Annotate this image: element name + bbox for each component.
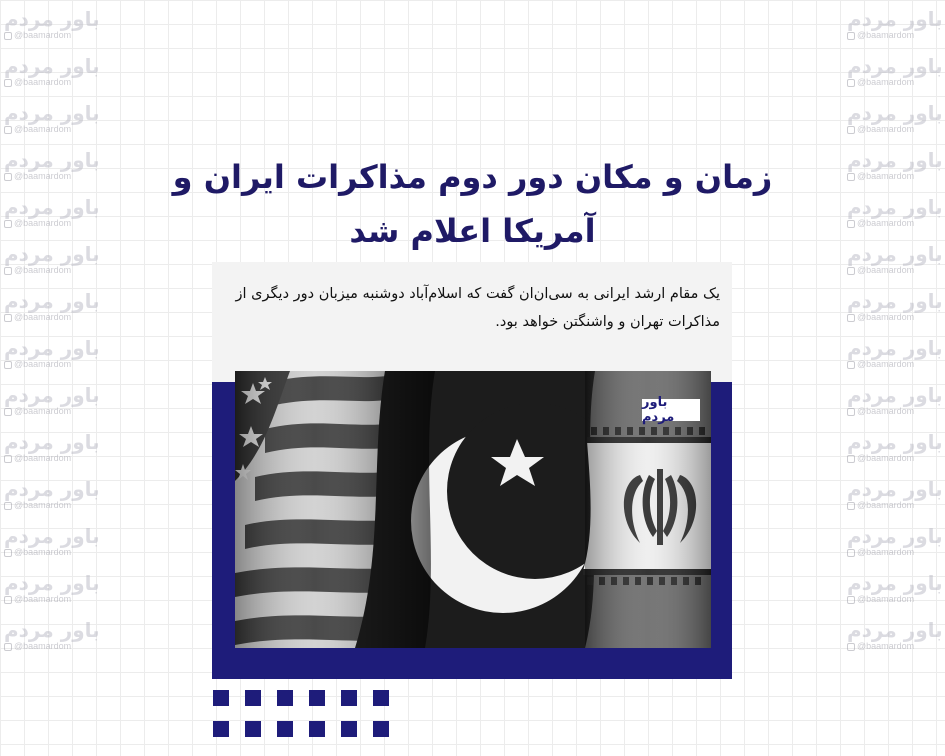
watermark-handle-text: @baamardom — [14, 312, 72, 322]
watermark-item — [847, 478, 943, 511]
social-icon — [4, 455, 12, 463]
watermark-handle-text: @baamardom — [857, 406, 915, 416]
watermark-handle — [847, 594, 914, 605]
dot — [245, 721, 261, 737]
watermark-handle — [4, 265, 71, 276]
watermark-logo: باور مردم — [847, 195, 943, 219]
watermark-logo: باور مردم — [4, 101, 100, 125]
watermark-handle-text: @baamardom — [14, 594, 72, 604]
watermark-handle-text: @baamardom — [857, 312, 915, 322]
watermark-logo: باور مردم — [847, 618, 943, 642]
watermark-item — [4, 149, 100, 182]
watermark-handle-text: @baamardom — [857, 359, 915, 369]
watermark-item — [847, 431, 943, 464]
dot — [213, 690, 229, 706]
dot — [309, 721, 325, 737]
watermark-handle-text: @baamardom — [857, 547, 915, 557]
watermark-logo: باور مردم — [847, 571, 943, 595]
watermark-item — [4, 8, 100, 41]
watermark-logo: باور مردم — [847, 242, 943, 266]
watermark-item — [4, 525, 100, 558]
dot — [245, 690, 261, 706]
watermark-handle — [847, 218, 914, 229]
watermark-item — [847, 290, 943, 323]
watermark-handle-text: @baamardom — [857, 594, 915, 604]
watermark-handle-text: @baamardom — [857, 500, 915, 510]
brand-badge: باور مردم — [642, 399, 700, 421]
watermark-handle — [4, 406, 71, 417]
watermark-handle-text: @baamardom — [14, 124, 72, 134]
watermark-item — [847, 55, 943, 88]
watermark-handle — [847, 547, 914, 558]
watermark-handle-text: @baamardom — [857, 124, 915, 134]
headline: زمان و مکان دور دوم مذاکرات ایران و آمریکا اعلام شد — [172, 158, 773, 250]
watermark-logo: باور مردم — [4, 430, 100, 454]
watermark-logo: باور مردم — [847, 54, 943, 78]
watermark-item — [847, 243, 943, 276]
social-icon — [847, 32, 855, 40]
social-icon — [847, 643, 855, 651]
watermark-handle-text: @baamardom — [14, 500, 72, 510]
watermark-handle — [4, 641, 71, 652]
social-icon — [4, 314, 12, 322]
watermark-handle-text: @baamardom — [857, 30, 915, 40]
social-icon — [4, 596, 12, 604]
watermark-item — [4, 243, 100, 276]
watermark-handle — [847, 77, 914, 88]
watermark-handle — [4, 500, 71, 511]
social-icon — [847, 173, 855, 181]
watermark-handle-text: @baamardom — [857, 641, 915, 651]
social-icon — [4, 126, 12, 134]
social-icon — [847, 596, 855, 604]
social-icon — [847, 314, 855, 322]
watermark-item — [847, 8, 943, 41]
social-icon — [847, 267, 855, 275]
watermark-logo: باور مردم — [4, 524, 100, 548]
watermark-item — [4, 572, 100, 605]
watermark-item — [847, 337, 943, 370]
lead-text: یک مقام ارشد ایرانی به سی‌ان‌ان گفت که اسلام‌آباد دوشنبه میزبان دور دیگری از مذاکرات تهران و واشنگتن خواهد بود. — [235, 286, 720, 330]
watermark-logo: باور مردم — [847, 148, 943, 172]
social-icon — [4, 267, 12, 275]
watermark-handle — [4, 547, 71, 558]
watermark-handle — [847, 30, 914, 41]
watermark-handle-text: @baamardom — [857, 453, 915, 463]
social-icon — [4, 643, 12, 651]
watermark-handle — [847, 500, 914, 511]
social-icon — [847, 549, 855, 557]
social-icon — [4, 79, 12, 87]
watermark-handle-text: @baamardom — [14, 641, 72, 651]
decorative-dots — [213, 690, 389, 737]
dot — [341, 690, 357, 706]
watermark-item — [847, 572, 943, 605]
social-icon — [4, 361, 12, 369]
social-icon — [4, 32, 12, 40]
watermark-handle — [847, 312, 914, 323]
watermark-handle — [847, 406, 914, 417]
watermark-handle-text: @baamardom — [857, 265, 915, 275]
watermark-item — [4, 102, 100, 135]
watermark-handle-text: @baamardom — [14, 171, 72, 181]
watermark-handle — [4, 594, 71, 605]
watermark-logo: باور مردم — [847, 477, 943, 501]
watermark-item — [4, 384, 100, 417]
watermark-item — [847, 196, 943, 229]
watermark-handle-text: @baamardom — [14, 453, 72, 463]
watermark-handle — [4, 124, 71, 135]
social-icon — [4, 408, 12, 416]
watermark-logo: باور مردم — [4, 618, 100, 642]
social-icon — [4, 220, 12, 228]
watermark-handle-text: @baamardom — [857, 218, 915, 228]
watermark-handle — [847, 641, 914, 652]
social-icon — [847, 408, 855, 416]
social-icon — [847, 502, 855, 510]
watermark-item — [4, 337, 100, 370]
watermark-logo: باور مردم — [847, 336, 943, 360]
social-icon — [4, 549, 12, 557]
watermark-handle — [4, 312, 71, 323]
watermark-handle-text: @baamardom — [14, 406, 72, 416]
watermark-handle — [4, 171, 71, 182]
watermark-item — [847, 102, 943, 135]
watermark-logo: باور مردم — [4, 571, 100, 595]
watermark-handle — [4, 30, 71, 41]
watermark-handle — [4, 453, 71, 464]
watermark-handle — [847, 171, 914, 182]
watermark-column-left — [4, 8, 100, 652]
watermark-item — [4, 196, 100, 229]
flags-illustration — [235, 371, 711, 648]
dot — [373, 721, 389, 737]
watermark-handle — [847, 453, 914, 464]
watermark-handle — [847, 124, 914, 135]
social-icon — [847, 455, 855, 463]
dot — [277, 721, 293, 737]
watermark-logo: باور مردم — [4, 148, 100, 172]
watermark-logo: باور مردم — [4, 336, 100, 360]
watermark-handle-text: @baamardom — [857, 77, 915, 87]
watermark-logo: باور مردم — [4, 383, 100, 407]
watermark-handle-text: @baamardom — [14, 218, 72, 228]
dot — [213, 721, 229, 737]
watermark-item — [847, 619, 943, 652]
watermark-handle — [4, 359, 71, 370]
watermark-logo: باور مردم — [4, 54, 100, 78]
dot — [341, 721, 357, 737]
watermark-item — [847, 149, 943, 182]
watermark-logo: باور مردم — [847, 7, 943, 31]
watermark-logo: باور مردم — [847, 289, 943, 313]
watermark-item — [4, 619, 100, 652]
watermark-item — [4, 478, 100, 511]
watermark-item — [847, 525, 943, 558]
watermark-handle-text: @baamardom — [14, 547, 72, 557]
watermark-item — [4, 55, 100, 88]
pakistan-flag-icon — [355, 371, 623, 648]
watermark-logo: باور مردم — [847, 430, 943, 454]
social-icon — [847, 361, 855, 369]
watermark-logo: باور مردم — [847, 383, 943, 407]
dot — [277, 690, 293, 706]
watermark-logo: باور مردم — [4, 242, 100, 266]
watermark-item — [847, 384, 943, 417]
social-icon — [4, 502, 12, 510]
watermark-handle-text: @baamardom — [14, 30, 72, 40]
dot — [373, 690, 389, 706]
social-icon — [4, 173, 12, 181]
social-icon — [847, 79, 855, 87]
watermark-handle — [847, 359, 914, 370]
watermark-logo: باور مردم — [4, 7, 100, 31]
watermark-handle — [847, 265, 914, 276]
watermark-handle-text: @baamardom — [14, 265, 72, 275]
social-icon — [847, 126, 855, 134]
watermark-logo: باور مردم — [4, 289, 100, 313]
watermark-item — [4, 290, 100, 323]
watermark-item — [4, 431, 100, 464]
watermark-column-right — [847, 8, 943, 652]
watermark-handle — [4, 218, 71, 229]
watermark-handle — [4, 77, 71, 88]
watermark-logo: باور مردم — [4, 195, 100, 219]
watermark-handle-text: @baamardom — [857, 171, 915, 181]
watermark-handle-text: @baamardom — [14, 77, 72, 87]
watermark-handle-text: @baamardom — [14, 359, 72, 369]
watermark-logo: باور مردم — [847, 101, 943, 125]
watermark-logo: باور مردم — [4, 477, 100, 501]
dot — [309, 690, 325, 706]
watermark-logo: باور مردم — [847, 524, 943, 548]
social-icon — [847, 220, 855, 228]
flags-photo — [235, 371, 711, 648]
